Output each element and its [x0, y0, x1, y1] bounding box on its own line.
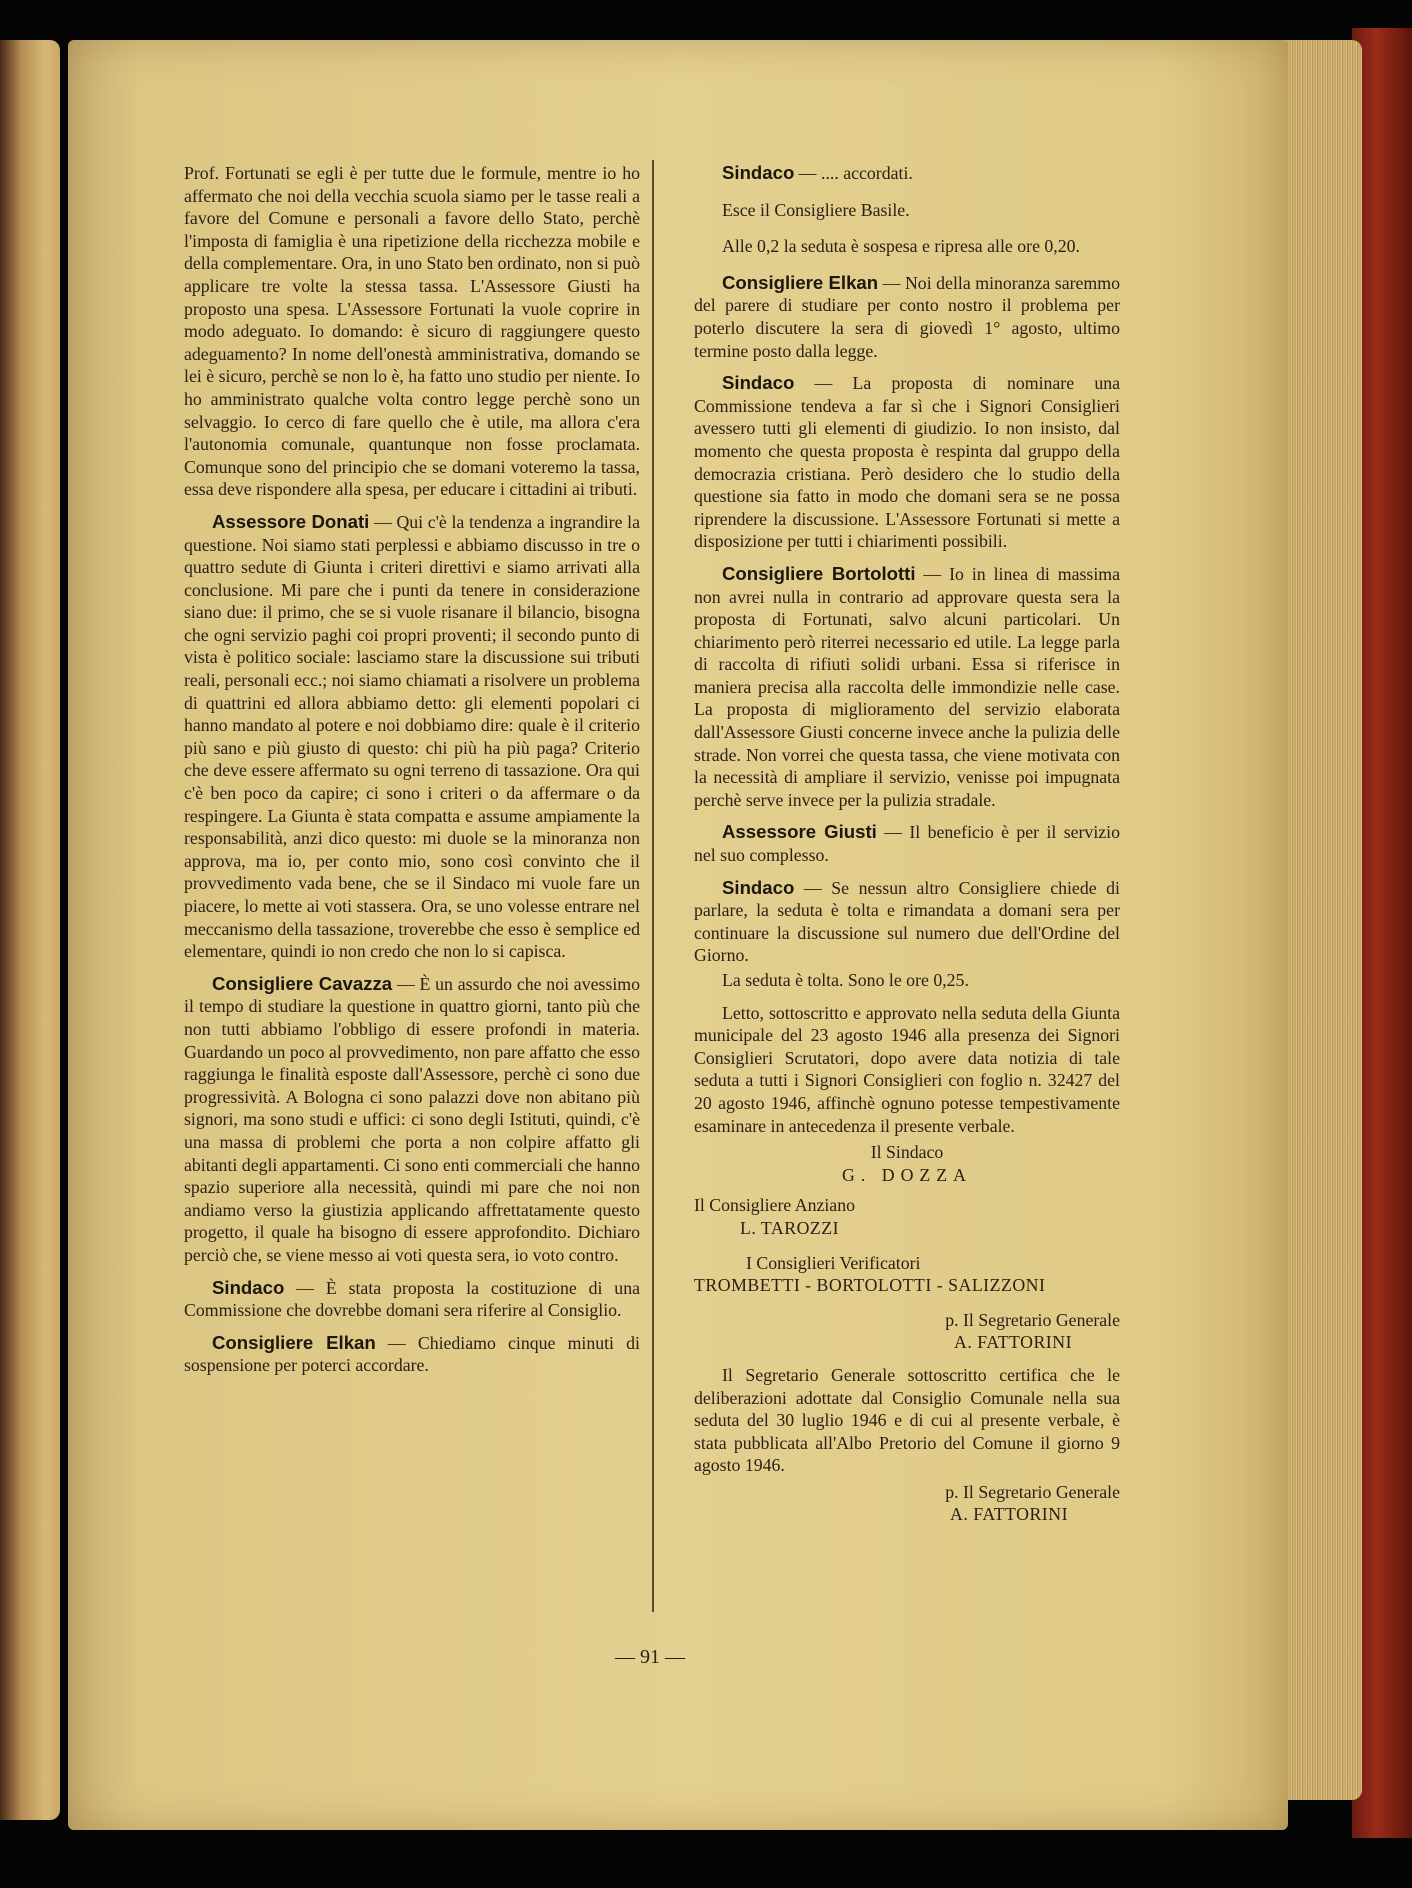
- paragraph: [184, 1277, 640, 1322]
- paragraph-text: — Qui c'è la tendenza a ingrandire la questione. Noi siamo stati perplessi e abbiamo discusso in tre o quattro sedute di Giunta i criteri direttivi e siamo arrivati alla conclusione. Mi pare che i punti da tenere in considerazione siano due: il primo, che se si vuole risanare il bilancio, bisogna che ogni servizio paghi coi propri proventi; il secondo punto di vista è politico sociale: lasciamo stare la discussione sui tributi reali, personali ecc.; noi siamo chiamati a risolvere un problema di quattrini ed allora abbiamo detto: gli elementi popolari ci hanno mandato al potere e noi dobbiamo dire: quale è il criterio più sano e più giusto di questo: chi più ha più paga? Criterio che deve essere affermato su ogni terreno di tassazione. Ora qui c'è ben poco da capire; ci sono i criteri o da affermare o da respingere. La Giunta è stata compatta e assume ampiamente la responsabilità, anzi dico questo: mi duole se la minoranza non approva, ma io, per conto mio, sono così convinto che il provvedimento vada bene, che se il Sindaco mi vuole fare un piacere, lo mette ai voti stassera. Ora, se uno volesse entrare nel meccanismo della tassazione, troverebbe che esso è semplice ed elementare, quindi io non credo che non lo si capisca.: [184, 511, 640, 962]
- right-column: [694, 162, 1120, 1526]
- paragraph-text: — Il beneficio è per il servizio nel suo complesso.: [694, 822, 1120, 866]
- paragraph-text: — Chiediamo cinque minuti di sospensione per poterci accordare.: [184, 1332, 640, 1376]
- speaker-name: Assessore Giusti: [722, 821, 877, 843]
- paragraph-text: — È un assurdo che noi avessimo il tempo di studiare la questione in quattro giorni, tanto più che non tutti abbiamo l'obbligo di essere profondi in materia. Guardando un poco al provvedimento, non pare affatto che esso raggiunga le finalità esposte dall'Assessore, perchè ci sono due progressività. A Bologna ci sono palazzi dove non abitano più signori, ma sono studi e uffici: ci sono degli Istituti, quindi, c'è una massa di problemi che porta a non colpire affatto gli abitanti degli appartamenti. Ci sono enti commerciali che hanno spazio superiore alla necessità, quindi mi pare che noi non andiamo verso la giustizia applicando affrettatamente questo progetto, il quale ha bisogno di essere approfondito. Dichiaro perciò che, se viene messo ai voti questa sera, io voto contro.: [184, 973, 640, 1265]
- previous-page-edge: [0, 40, 60, 1820]
- page-number: — 91 —: [615, 1646, 685, 1668]
- speaker-name: Consigliere Bortolotti: [722, 562, 916, 584]
- paragraph: [694, 563, 1120, 812]
- paragraph: Esce il Consigliere Basile.: [722, 199, 910, 220]
- paragraph: [184, 511, 640, 963]
- paragraph-text: — È stata proposta la costituzione di una Commissione che dovrebbe domani sera riferire al Consiglio.: [184, 1277, 640, 1321]
- signature-block: [694, 1141, 1120, 1354]
- paragraph: Letto, sottoscritto e approvato nella seduta della Giunta municipale del 23 agosto 1946 alla presenza dei Signori Consiglieri Scrutatori, dopo avere data notizia di tale seduta a tutti i Signori Consiglieri con foglio n. 32427 del 20 agosto 1946, affinchè ognuno potesse tempestivamente esaminare in antecedenza il presente verbale.: [694, 1002, 1120, 1136]
- paragraph-text: — Noi della minoranza saremmo del parere di studiare per conto nostro il problema per poterlo discutere la sera di giovedì 1° agosto, ultimo termine posto dalla legge.: [694, 272, 1120, 361]
- signature-name: TROMBETTI - BORTOLOTTI - SALIZZONI: [694, 1275, 1046, 1296]
- signature-title: I Consiglieri Verificatori: [746, 1252, 921, 1273]
- paragraph: Il Segretario Generale sottoscritto certifica che le deliberazioni adottate dal Consiglio Comunale nella sua seduta del 30 luglio 1946 e di cui al presente verbale, è stata pubblicata all'Albo Pretorio del Comune il giorno 9 agosto 1946.: [694, 1364, 1120, 1476]
- speaker-name: Sindaco: [212, 1276, 285, 1298]
- paragraph-text: — Io in linea di massima non avrei nulla in contrario ad approvare questa sera la proposta di Fortunati, salvo alcuni particolari. Un chiarimento però riterrei necessario ed utile. La legge parla di raccolta di rifiuti solidi urbani. Essa si riferisce in maniera precisa alla raccolta delle immondizie nelle case. La proposta di miglioramento del servizio elaborata dall'Assessore Giusti concerne invece anche la pulizia delle strade. Non vorrei che questa tassa, che viene motivata con la necessità di ampliare il servizio, venisse poi impugnata perchè serve invece per la pulizia stradale.: [694, 563, 1120, 810]
- signature-name: A. FATTORINI: [954, 1332, 1072, 1353]
- paragraph: Prof. Fortunati se egli è per tutte due le formule, mentre io ho affermato che noi della vecchia scuola siamo per le tasse reali a favore del Comune e personali a favore dello Stato, perchè l'imposta di famiglia è una ripetizione della ricchezza mobile e della complementare. Ora, in uno Stato ben ordinato, non si può applicare tre volte la stessa tassa. L'Assessore Giusti ha proposto una spesa. L'Assessore Fortunati la vuole coprire in modo adeguato. Io domando: è sicuro di raggiungere questo adeguamento? In nome dell'onestà amministrativa, domando se lei è sicuro, perchè se non lo è, ha fatto uno studio per niente. Io ho amministrato qualche volta contro legge perchè sono un selvaggio. Io cerco di fare quello che è utile, ma allora c'era l'autonomia comunale, quantunque non fosse proclamata. Comunque sono del principio che se domani voteremo la tassa, essa deve rispondere alla spesa, per educare i cittadini ai tributi.: [184, 163, 640, 500]
- paragraph: [694, 372, 1120, 553]
- paragraph: La seduta è tolta. Sono le ore 0,25.: [722, 970, 969, 990]
- paragraph-text: — La proposta di nominare una Commissione tendeva a far sì che i Signori Consiglieri avessero tutti gli elementi di giudizio. Io non insisto, dal momento che questa proposta è respinta dal gruppo della democrazia cristiana. Però desidero che lo studio della questione sia fatto in modo che domani sera se ne possa riprendere la discussione. L'Assessore Fortunati si mette a disposizione per tutti i chiarimenti possibili.: [694, 373, 1120, 552]
- signature-name: G. DOZZA: [842, 1164, 972, 1185]
- paragraph-text: — .... accordati.: [794, 163, 913, 183]
- speaker-name: Assessore Donati: [212, 510, 370, 532]
- signature-name: A. FATTORINI: [950, 1504, 1068, 1525]
- signature-title: Il Consigliere Anziano: [694, 1195, 855, 1216]
- paragraph: [184, 973, 640, 1267]
- paragraph-text: — Se nessun altro Consigliere chiede di parlare, la seduta è tolta e rimandata a domani sera per continuare la discussione sul numero due dell'Ordine del Giorno.: [694, 877, 1120, 966]
- signature-name: L. TAROZZI: [740, 1217, 840, 1238]
- paragraph: Alle 0,2 la seduta è sospesa e ripresa alle ore 0,20.: [722, 236, 1080, 257]
- paragraph: [694, 821, 1120, 866]
- signature-title: p. Il Segretario Generale: [945, 1309, 1120, 1330]
- speaker-name: Sindaco: [722, 876, 795, 898]
- left-column: [184, 162, 640, 1387]
- speaker-name: Consigliere Elkan: [212, 1331, 376, 1353]
- paragraph: [184, 1332, 640, 1377]
- column-divider: [652, 160, 654, 1612]
- signature-title: p. Il Segretario Generale: [945, 1481, 1120, 1502]
- speaker-name: Sindaco: [722, 372, 795, 394]
- paragraph: [694, 272, 1120, 362]
- speaker-name: Consigliere Elkan: [722, 271, 879, 293]
- paragraph: [694, 877, 1120, 967]
- paragraph: [694, 162, 1120, 185]
- speaker-name: Consigliere Cavazza: [212, 972, 393, 994]
- speaker-name: Sindaco: [722, 162, 795, 183]
- signature-title: Il Sindaco: [870, 1142, 944, 1163]
